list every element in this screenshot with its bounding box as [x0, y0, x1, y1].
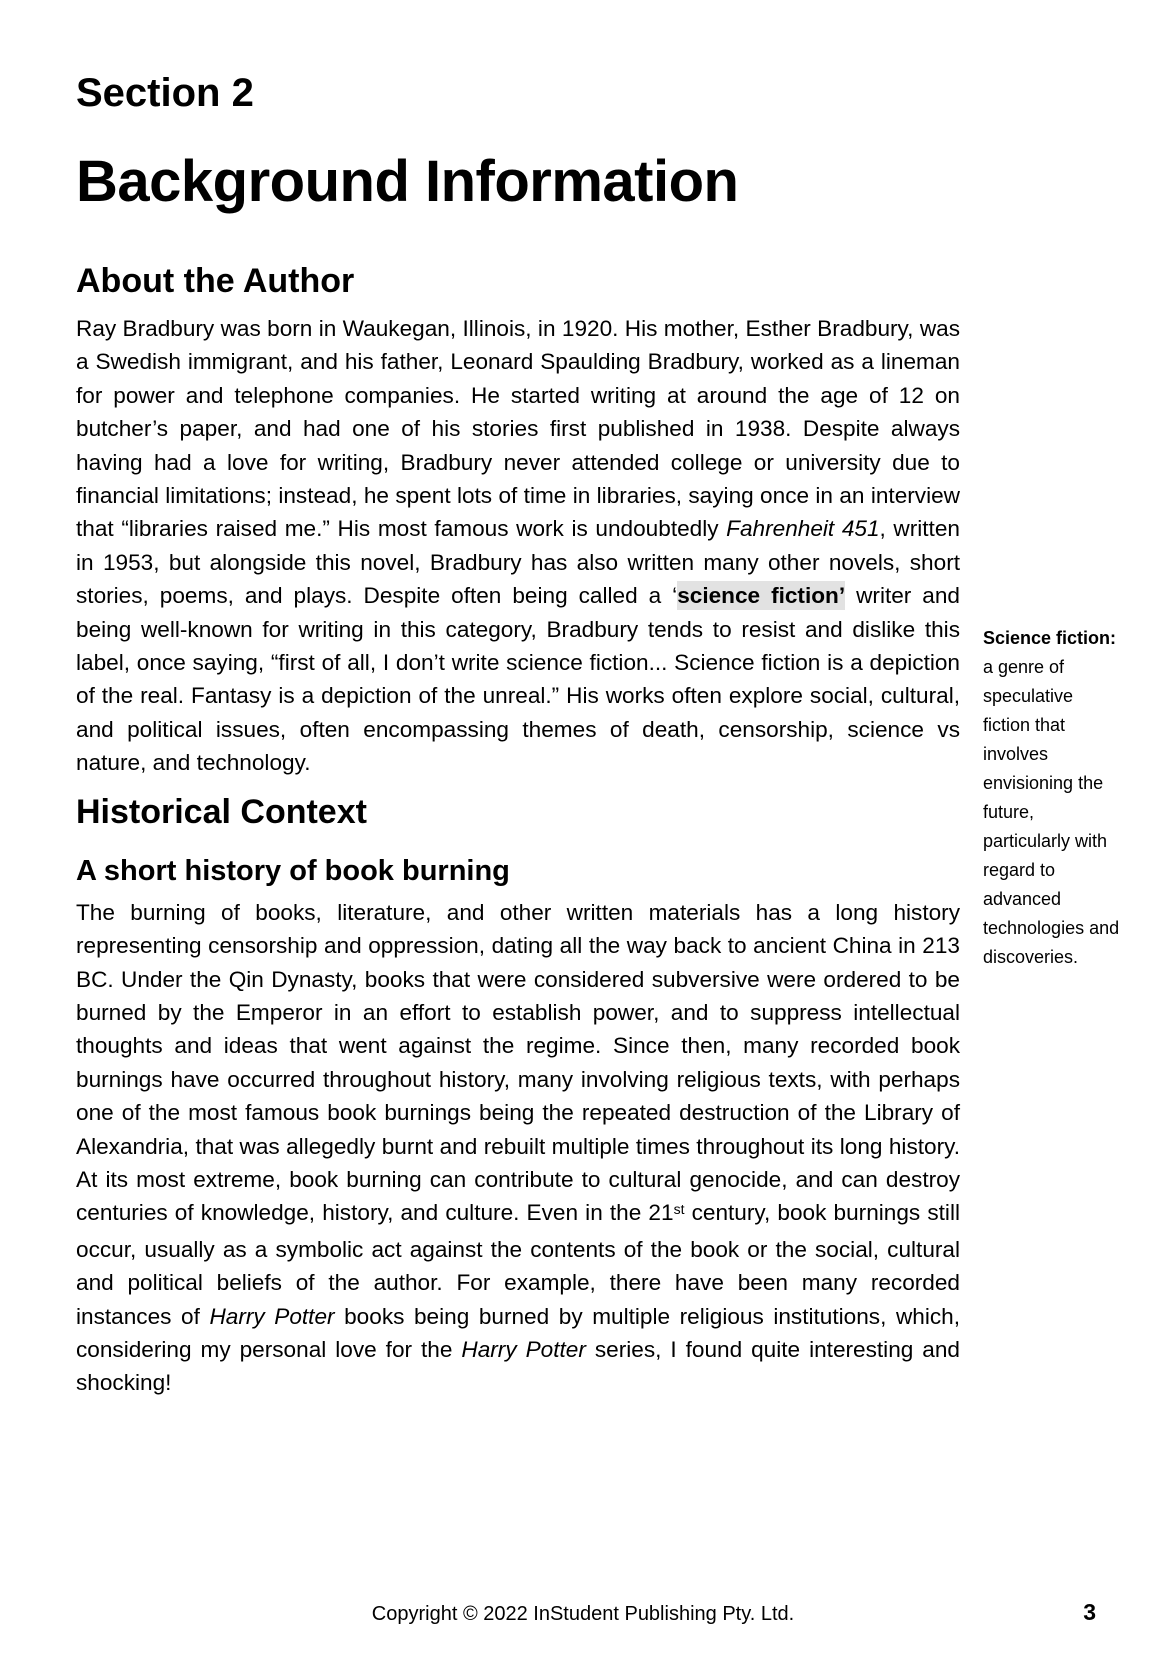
page-footer [0, 1600, 1166, 1640]
subheading-book-burning-history: A short history of book burning [76, 854, 510, 887]
heading-about-the-author: About the Author [76, 262, 355, 300]
paragraph-about-the-author: Ray Bradbury was born in Waukegan, Illinois, in 1920. His mother, Esther Bradbury, was a Swedish immigrant, and his father, Leonard Spaulding Bradbury, worked as a lineman for power and telephone companies. He started writing at around the age of 12 on butcher’s paper, and had one of his stories first published in 1938. Despite always having had a love for writing, Bradbury never attended college or university due to financial limitations; instead, he spent lots of time in libraries, saying once in an interview that “libraries raised me.” His most famous work is undoubtedly Fahrenheit 451, written in 1953, but alongside this novel, Bradbury has also written many other novels, short stories, poems, and plays. Despite often being called a ‘science fiction’ writer and being well-known for writing in this category, Bradbury tends to resist and dislike this label, once saying, “first of all, I don’t write science fiction... Science fiction is a depiction of the real. Fantasy is a depiction of the unreal.” His works often explore social, cultural, and political issues, often encompassing themes of death, censorship, science vs nature, and technology. [76, 316, 961, 776]
page-title: Background Information [76, 149, 739, 214]
margin-note-science-fiction [983, 624, 1123, 972]
main-column [76, 0, 960, 1400]
heading-historical-context: Historical Context [76, 792, 367, 831]
section-label: Section 2 [76, 71, 254, 115]
footer-copyright: Copyright © 2022 InStudent Publishing Pty. Ltd. [371, 1603, 795, 1625]
page-number: 3 [1083, 1599, 1096, 1625]
margin-note-definition: a genre of speculative fiction that involves envisioning the future, particularly with regard to advanced technologies and discoveries. [983, 657, 1120, 967]
margin-note-term: Science fiction: [983, 628, 1117, 648]
paragraph-book-burning-history: The burning of books, literature, and other written materials has a long history representing censorship and oppression, dating all the way back to ancient China in 213 BC. Under the Qin Dynasty, books that were considered subversive were ordered to be burned by the Emperor in an effort to establish power, and to suppress intellectual thoughts and ideas that went against the regime. Since then, many recorded book burnings have occurred throughout history, many involving religious texts, with perhaps one of the most famous book burnings being the repeated destruction of the Library of Alexandria, that was allegedly burnt and rebuilt multiple times throughout its long history. At its most extreme, book burning can contribute to cultural genocide, and can destroy centuries of knowledge, history, and culture. Even in the 21st century, book burnings still occur, usually as a symbolic act against the contents of the book or the social, cultural and political beliefs of the author. For example, there have been many recorded instances of Harry Potter books being burned by multiple religious institutions, which, considering my personal love for the Harry Potter series, I found quite interesting and shocking! [76, 899, 960, 1396]
